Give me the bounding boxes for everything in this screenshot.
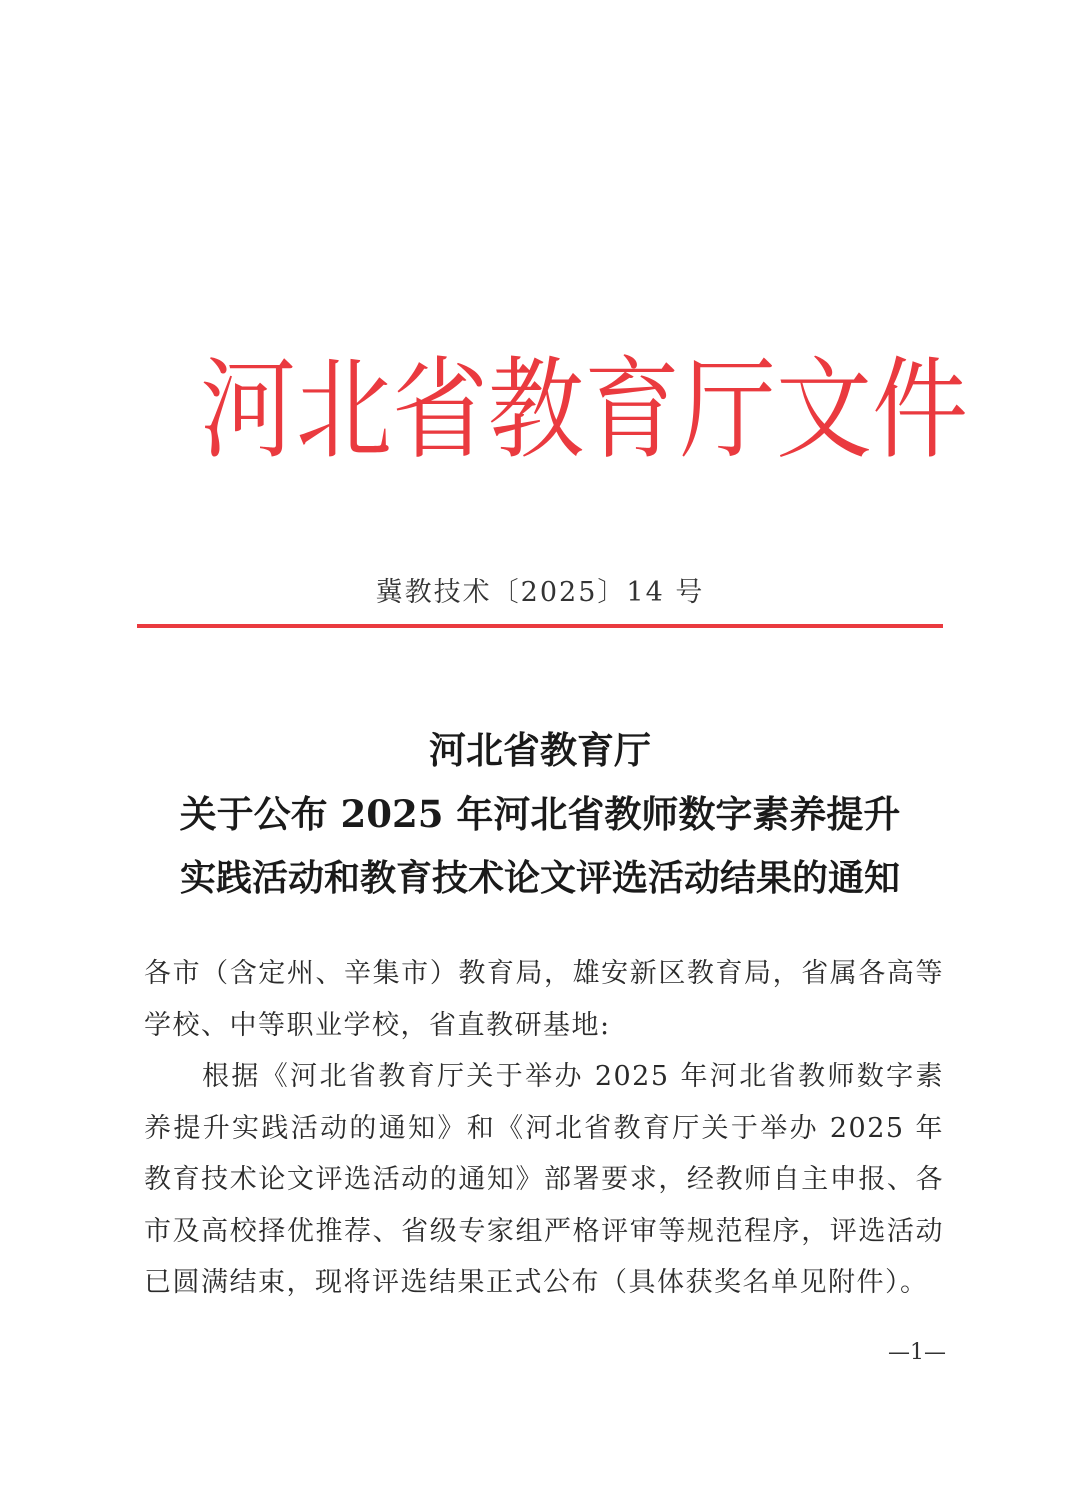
masthead-char: 省	[392, 345, 488, 475]
document-number: 冀教技术〔2025〕14 号	[375, 577, 705, 608]
masthead-char: 文	[776, 345, 872, 475]
masthead-char: 厅	[680, 345, 776, 475]
masthead-char: 育	[584, 345, 680, 475]
document-title	[0, 718, 1080, 910]
masthead-char: 河	[200, 345, 296, 475]
masthead-char: 教	[488, 345, 584, 475]
document-body	[144, 948, 944, 1309]
salutation: 各市（含定州、辛集市）教育局，雄安新区教育局，省属各高等学校、中等职业学校，省直教研基地:	[144, 958, 944, 1041]
title-line-1: 河北省教育厅	[429, 728, 651, 772]
masthead-char: 北	[296, 345, 392, 475]
document-masthead	[200, 345, 968, 475]
title-line-3: 实践活动和教育技术论文评选活动结果的通知	[179, 857, 900, 899]
masthead-char: 件	[872, 345, 968, 475]
body-paragraph: 根据《河北省教育厅关于举办 2025 年河北省教师数字素养提升实践活动的通知》和《河北省教育厅关于举办 2025 年教育技术论文评选活动的通知》部署要求，经教师自主申报、各市及高校择优推荐、省级专家组严格评审等规范程序，评选活动已圆满结束，现将评选结果正式公布（具体获奖名单见附件）。	[144, 1061, 944, 1298]
red-divider-line	[137, 624, 943, 628]
title-line-2: 关于公布 2025 年河北省教师数字素养提升	[179, 792, 901, 836]
page-number: —1—	[888, 1340, 946, 1365]
